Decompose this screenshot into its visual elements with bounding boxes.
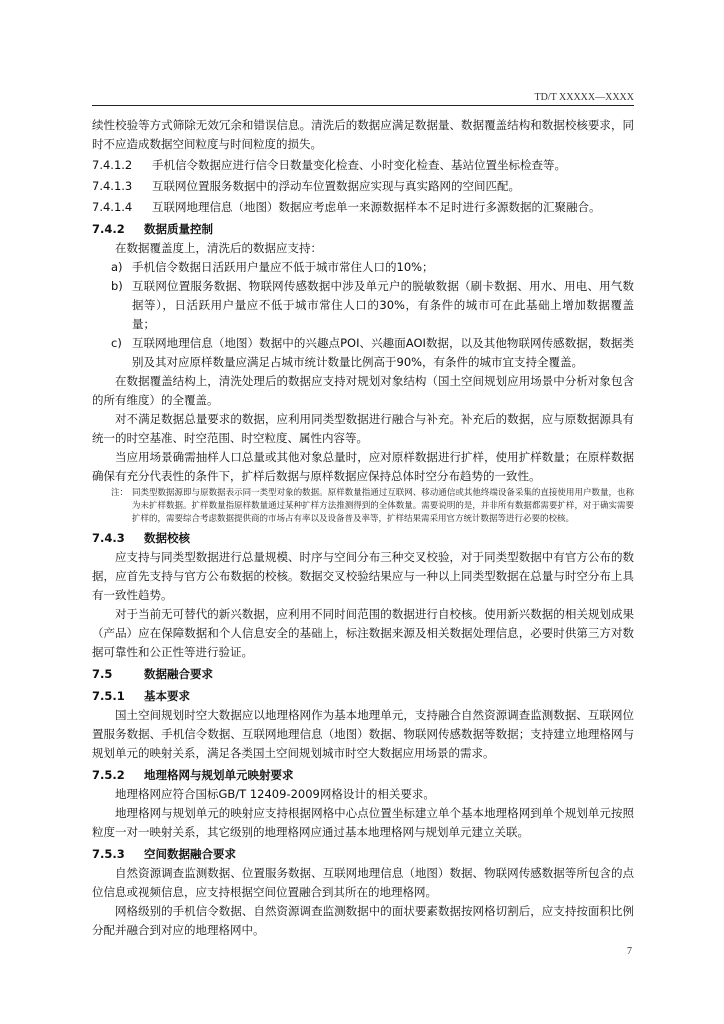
section-number: 7.5.2 [92,768,125,782]
section-heading-7-5-1 [92,687,634,706]
section-number: 7.5.3 [92,847,125,861]
document-code: TD/T XXXXX—XXXX [534,92,634,103]
note-text: 同类型数据源即与原数据表示同一类型对象的数据。原样数量指通过互联网、移动通信或其他终端设备采集的直接使用用户数量，也称为未扩样数据。扩样数量指原样数量通过某种扩样方法推测得到的全体数量。需要说明的是，并非所有数据都需要扩样，对于确实需要扩样的，需要综合考虑数据提供商的市场占有率以及设备普及率等，扩样结果需采用官方统计数据等进行必要的校核。 [132,488,634,524]
section-title: 空间数据融合要求 [144,847,236,861]
clause-text: 手机信令数据应进行信令日数量变化检查、小时变化检查、基站位置坐标检查等。 [152,158,566,172]
clause-number: 7.4.1.2 [92,158,133,172]
section-number: 7.5 [92,667,113,681]
paragraph: 对不满足数据总量要求的数据，应利用同类型数据进行融合与补充。补充后的数据，应与原数据源具有统一的时空基准、时空范围、时空粒度、属性内容等。 [92,412,634,445]
clause-number: 7.4.1.3 [92,179,133,193]
paragraph: 国土空间规划时空大数据应以地理格网作为基本地理单元，支持融合自然资源调查监测数据、互联网位置服务数据、手机信令数据、互联网地理信息（地图）数据、物联网传感数据等数据；支持建立地理格网与规划单元的映射关系，满足各类国土空间规划城市时空大数据应用场景的需求。 [92,708,634,760]
note-label: 注： [111,488,129,498]
list-item-text: 手机信令数据日活跃用户量应不低于城市常住人口的10%； [132,260,434,274]
list-item-text: 互联网地理信息（地图）数据中的兴趣点POI、兴趣面AOI数据，以及其他物联网传感数据，数据类别及其对应原样数量应满足占城市统计数量比例高于90%，有条件的城市宜支持全覆盖。 [132,336,634,369]
clause-7-4-1-4 [92,198,634,217]
clause-text: 互联网地理信息（地图）数据应考虑单一来源数据样本不足时进行多源数据的汇聚融合。 [152,200,601,214]
section-number: 7.5.1 [92,689,125,703]
paragraph: 应支持与同类型数据进行总量规模、时序与空间分布三种交叉校验，对于同类型数据中有官方公布的数据，应首先支持与官方公布数据的校核。数据交叉校验结果应与一种以上同类型数据在总量与时空分布上具有一致性趋势。 [92,550,634,602]
section-title: 数据校核 [144,531,190,545]
list-marker: c) [111,336,122,350]
paragraph: 网格级别的手机信令数据、自然资源调查监测数据中的面状要素数据按网格切割后，应支持按面积比例分配并融合到对应的地理格网中。 [92,904,634,937]
section-number: 7.4.2 [92,222,125,236]
paragraph: 地理格网应符合国标GB/T 12409-2009网格设计的相关要求。 [115,787,435,801]
page-number: 7 [627,946,632,957]
section-title: 数据质量控制 [144,222,213,236]
list-marker: a) [111,260,123,274]
paragraph: 在数据覆盖结构上，清洗处理后的数据应支持对规划对象结构（国土空间规划应用场景中分析对象包含的所有维度）的全覆盖。 [92,374,634,407]
section-heading-7-4-3 [92,529,634,548]
clause-7-4-1-2 [92,156,634,175]
section-title: 基本要求 [144,689,190,703]
section-heading-7-5-3 [92,845,634,864]
section-heading-7-5-2 [92,766,634,785]
list-marker: b) [111,279,123,293]
section-title: 数据融合要求 [144,667,213,681]
clause-text: 互联网位置服务数据中的浮动车位置数据应实现与真实路网的空间匹配。 [152,179,520,193]
section-number: 7.4.3 [92,531,125,545]
document-body [92,116,634,940]
paragraph: 自然资源调查监测数据、位置服务数据、互联网地理信息（地图）数据、物联网传感数据等所包含的点位信息或视频信息，应支持根据空间位置融合到其所在的地理格网。 [92,866,634,899]
paragraph: 当应用场景确需抽样人口总量或其他对象总量时，应对原样数据进行扩样，使用扩样数量；在原样数据确保有充分代表性的条件下，扩样后数据与原样数据应保持总体时空分布趋势的一致性。 [92,450,634,483]
header-rule [92,105,634,106]
section-title: 地理格网与规划单元映射要求 [144,768,294,782]
section-heading-7-5 [92,665,634,684]
paragraph: 地理格网与规划单元的映射应支持根据网格中心点位置坐标建立单个基本地理格网到单个规划单元按照粒度一对一映射关系，其它级别的地理格网应通过基本地理格网与规划单元建立关联。 [92,806,634,839]
list-item [92,334,634,372]
clause-number: 7.4.1.4 [92,200,133,214]
clause-7-4-1-3 [92,177,634,196]
list-item-text: 互联网位置服务数据、物联网传感数据中涉及单元户的脱敏数据（刷卡数据、用水、用电、用气数据等），日活跃用户量应不低于城市常住人口的30%，有条件的城市可在此基础上增加数据覆盖量； [132,279,634,331]
paragraph: 对于当前无可替代的新兴数据，应利用不同时间范围的数据进行自校核。使用新兴数据的相关规划成果（产品）应在保障数据和个人信息安全的基础上，标注数据来源及相关数据处理信息，必要时供第三方对数据可靠性和公正性等进行验证。 [92,607,634,659]
note [92,487,634,526]
list-item [92,258,634,277]
paragraph: 续性校验等方式筛除无效冗余和错误信息。清洗后的数据应满足数据量、数据覆盖结构和数据校核要求，同时不应造成数据空间粒度与时间粒度的损失。 [92,118,634,151]
section-heading-7-4-2 [92,220,634,239]
list-item [92,277,634,334]
paragraph: 在数据覆盖度上，清洗后的数据应支持： [115,241,322,255]
